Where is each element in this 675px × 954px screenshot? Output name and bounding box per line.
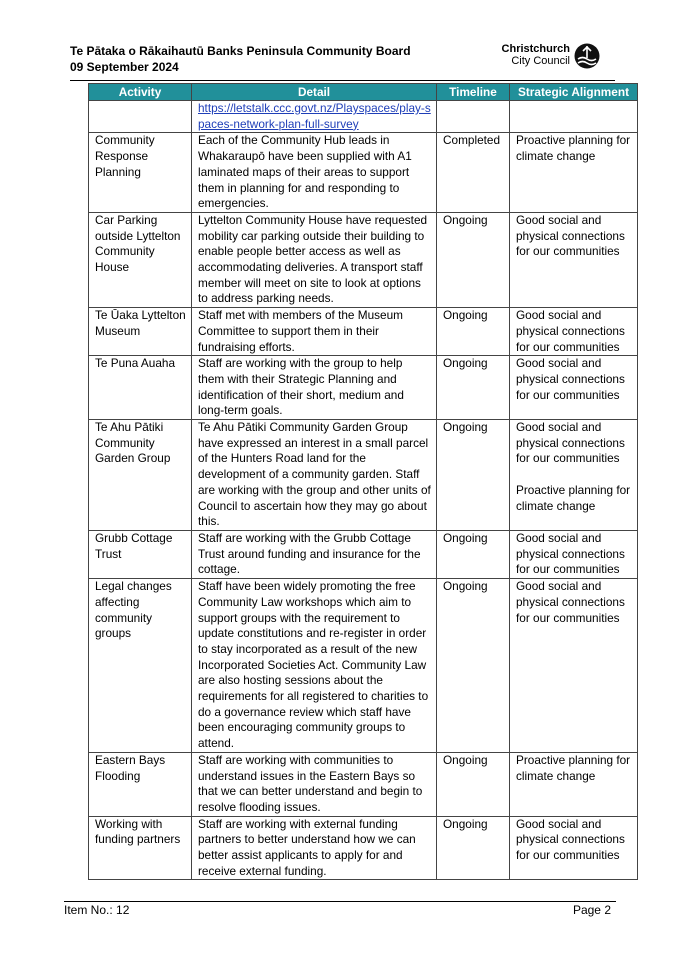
activity-cell: Community Response Planning: [89, 133, 192, 213]
council-emblem-icon: [574, 43, 600, 69]
activity-cell: Grubb Cottage Trust: [89, 530, 192, 578]
logo-line-2: City Council: [511, 55, 570, 67]
detail-cell: Te Ahu Pātiki Community Garden Group have expressed an interest in a small parcel of the Hunters Road land for the development of a community garden. Staff are working with the group and other units of Council to ascertain how they may go about this.: [192, 420, 437, 531]
alignment-cell: Good social and physical connections for our communities: [510, 212, 638, 307]
activity-cell: Legal changes affecting community groups: [89, 579, 192, 753]
table-row: [89, 530, 638, 578]
survey-link[interactable]: https://letstalk.ccc.govt.nz/Playspaces/play-spaces-network-plan-full-survey: [198, 101, 431, 131]
column-header-timeline: Timeline: [437, 84, 510, 101]
table-row: [89, 101, 638, 133]
council-logo: [492, 43, 610, 71]
activity-cell: Eastern Bays Flooding: [89, 752, 192, 816]
alignment-cell: Good social and physical connections for our communities: [510, 308, 638, 356]
activities-table: [88, 83, 638, 880]
activity-cell: Te Ahu Pātiki Community Garden Group: [89, 420, 192, 531]
page-number: Page 2: [572, 903, 611, 917]
item-number: Item No.: 12: [64, 903, 130, 917]
header-divider: [70, 80, 615, 81]
detail-cell: Staff met with members of the Museum Committee to support them in their fundraising efforts.: [192, 308, 437, 356]
alignment-cell: Good social and physical connections for our communities: [510, 579, 638, 753]
timeline-cell: Ongoing: [437, 308, 510, 356]
alignment-cell: Good social and physical connections for our communities: [510, 816, 638, 880]
activity-cell: [89, 101, 192, 133]
table-header-row: [89, 84, 638, 101]
detail-cell: Each of the Community Hub leads in Whakaraupō have been supplied with A1 laminated maps of their areas to support them in planning for and responding to emergencies.: [192, 133, 437, 213]
table-row: [89, 420, 638, 531]
table-row: [89, 816, 638, 880]
column-header-detail: Detail: [192, 84, 437, 101]
footer-divider: [64, 901, 616, 902]
timeline-cell: [437, 101, 510, 133]
detail-cell: Staff are working with the Grubb Cottage Trust around funding and insurance for the cottage.: [192, 530, 437, 578]
alignment-cell: Good social and physical connections for our communities: [510, 356, 638, 420]
timeline-cell: Ongoing: [437, 212, 510, 307]
activity-cell: Te Ūaka Lyttelton Museum: [89, 308, 192, 356]
activity-cell: Te Puna Auaha: [89, 356, 192, 420]
table-row: [89, 212, 638, 307]
page-header: [70, 43, 610, 77]
activity-cell: Working with funding partners: [89, 816, 192, 880]
timeline-cell: Ongoing: [437, 816, 510, 880]
activity-cell: Car Parking outside Lyttelton Community House: [89, 212, 192, 307]
column-header-alignment: Strategic Alignment: [510, 84, 638, 101]
table-row: [89, 356, 638, 420]
timeline-cell: Ongoing: [437, 530, 510, 578]
timeline-cell: Ongoing: [437, 752, 510, 816]
column-header-activity: Activity: [89, 84, 192, 101]
alignment-cell: Good social and physical connections for our communities: [510, 530, 638, 578]
alignment-cell: [510, 101, 638, 133]
alignment-cell: Good social and physical connections for our communities Proactive planning for climate change: [510, 420, 638, 531]
alignment-cell: Proactive planning for climate change: [510, 752, 638, 816]
timeline-cell: Ongoing: [437, 356, 510, 420]
timeline-cell: Ongoing: [437, 579, 510, 753]
detail-cell: Staff are working with external funding partners to better understand how we can better assist applicants to apply for and receive external funding.: [192, 816, 437, 880]
board-title: Te Pātaka o Rākaihautū Banks Peninsula Community Board: [70, 44, 411, 58]
timeline-cell: Completed: [437, 133, 510, 213]
table-row: [89, 752, 638, 816]
detail-cell: Staff have been widely promoting the free Community Law workshops which aim to support groups with the requirement to update constitutions and re-register in order to stay incorporated as a result of the new Incorporated Societies Act. Community Law are also hosting sessions about the requirements for all registered to charities to do a governance review which staff have been encouraging community groups to attend.: [192, 579, 437, 753]
detail-cell: [192, 101, 437, 133]
logo-wordmark: [492, 43, 570, 67]
detail-cell: Staff are working with communities to understand issues in the Eastern Bays so that we can better understand and begin to resolve flooding issues.: [192, 752, 437, 816]
alignment-cell: Proactive planning for climate change: [510, 133, 638, 213]
detail-cell: Lyttelton Community House have requested mobility car parking outside their building to enable people better access as well as accommodating deliveries. A transport staff member will meet on site to look at options to address parking needs.: [192, 212, 437, 307]
detail-cell: Staff are working with the group to help them with their Strategic Planning and identification of their short, medium and long-term goals.: [192, 356, 437, 420]
logo-line-1: Christchurch: [501, 43, 570, 55]
table-row: [89, 133, 638, 213]
table-row: [89, 579, 638, 753]
timeline-cell: Ongoing: [437, 420, 510, 531]
meeting-date: 09 September 2024: [70, 60, 179, 74]
table-row: [89, 308, 638, 356]
